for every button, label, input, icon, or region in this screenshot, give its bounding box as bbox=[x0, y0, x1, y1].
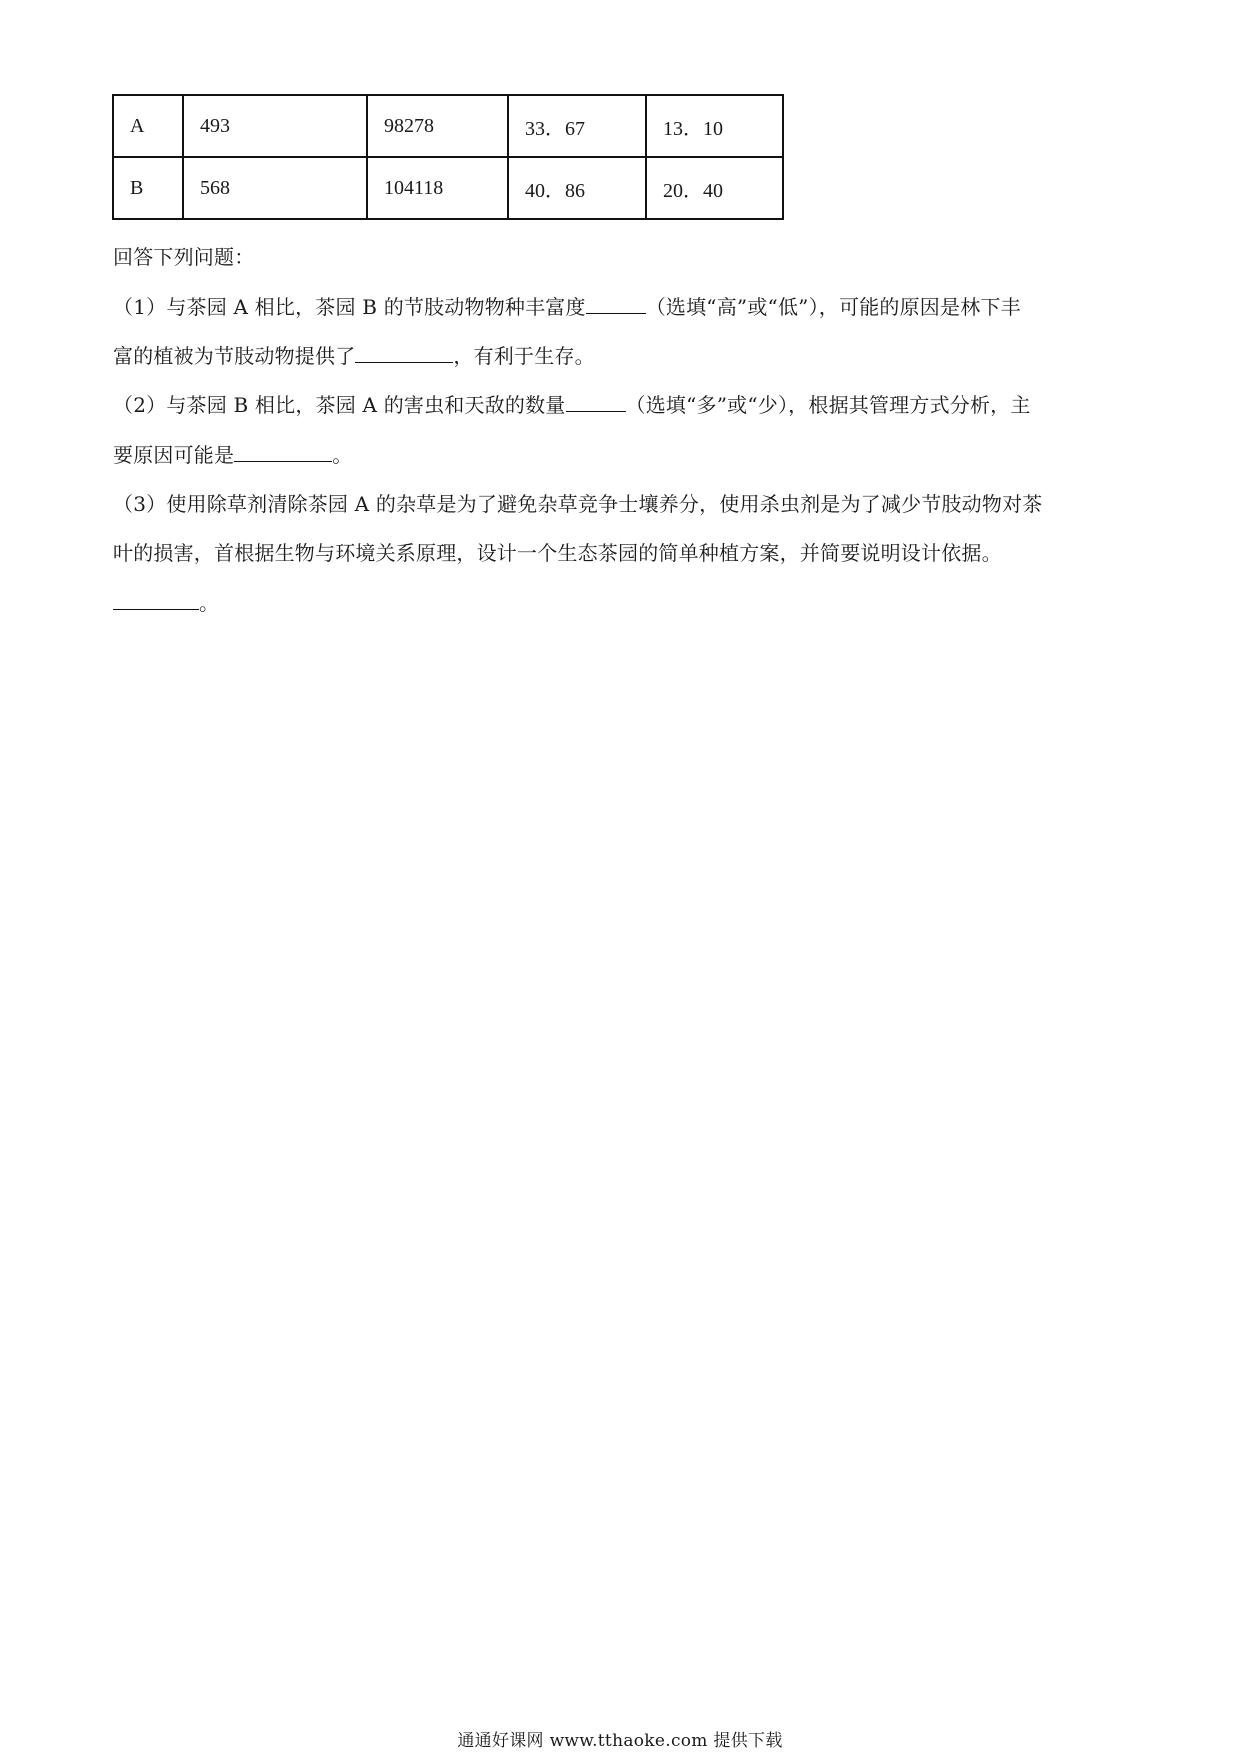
table-cell: B bbox=[113, 157, 183, 219]
question-3-line-3 bbox=[113, 587, 219, 616]
table-cell: 13．10 bbox=[646, 95, 783, 157]
question-3-line-1: （3）使用除草剂清除茶园 A 的杂草是为了避免杂草竞争士壤养分，使用杀虫剂是为了减少节肢动物对茶 bbox=[113, 492, 1043, 516]
question-1-line-1 bbox=[113, 291, 1021, 320]
question-2-line-2 bbox=[113, 439, 352, 468]
table-cell: 104118 bbox=[367, 157, 508, 219]
question-1-text-d: ，有利于生存。 bbox=[453, 344, 595, 368]
question-2-text-a: （2）与茶园 B 相比，茶园 A 的害虫和天敌的数量 bbox=[113, 393, 566, 417]
answer-blank[interactable] bbox=[113, 591, 199, 610]
answer-blank[interactable] bbox=[234, 443, 332, 462]
table-row bbox=[113, 157, 783, 219]
question-2-text-b: （选填“多”或“少），根据其管理方式分析，主 bbox=[625, 393, 1031, 417]
question-2-line-1 bbox=[113, 389, 1031, 418]
question-3-text-end: 。 bbox=[199, 591, 220, 615]
question-2-text-d: 。 bbox=[332, 443, 353, 467]
answer-blank[interactable] bbox=[586, 295, 646, 314]
question-1-text-b: （选填“高”或“低”），可能的原因是林下丰 bbox=[645, 295, 1021, 319]
table-cell: A bbox=[113, 95, 183, 157]
intro-text: 回答下列问题： bbox=[113, 245, 255, 269]
question-1-text-a: （1）与茶园 A 相比，茶园 B 的节肢动物物种丰富度 bbox=[113, 295, 586, 319]
table-cell: 20．40 bbox=[646, 157, 783, 219]
question-1-line-2 bbox=[113, 340, 595, 369]
answer-blank[interactable] bbox=[355, 344, 453, 363]
table-cell: 493 bbox=[183, 95, 367, 157]
question-1-text-c: 富的植被为节肢动物提供了 bbox=[113, 344, 356, 368]
table-cell: 33．67 bbox=[508, 95, 646, 157]
page-footer: 通通好课网 www.tthaoke.com 提供下载 bbox=[457, 1731, 783, 1751]
answer-blank[interactable] bbox=[566, 393, 626, 412]
table-cell: 98278 bbox=[367, 95, 508, 157]
table-cell: 40．86 bbox=[508, 157, 646, 219]
table-row bbox=[113, 95, 783, 157]
table-cell: 568 bbox=[183, 157, 367, 219]
data-table bbox=[112, 94, 784, 220]
question-3-line-2: 叶的损害，首根据生物与环境关系原理，设计一个生态茶园的简单种植方案，并简要说明设计依据。 bbox=[113, 541, 1002, 565]
question-2-text-c: 要原因可能是 bbox=[113, 443, 235, 467]
